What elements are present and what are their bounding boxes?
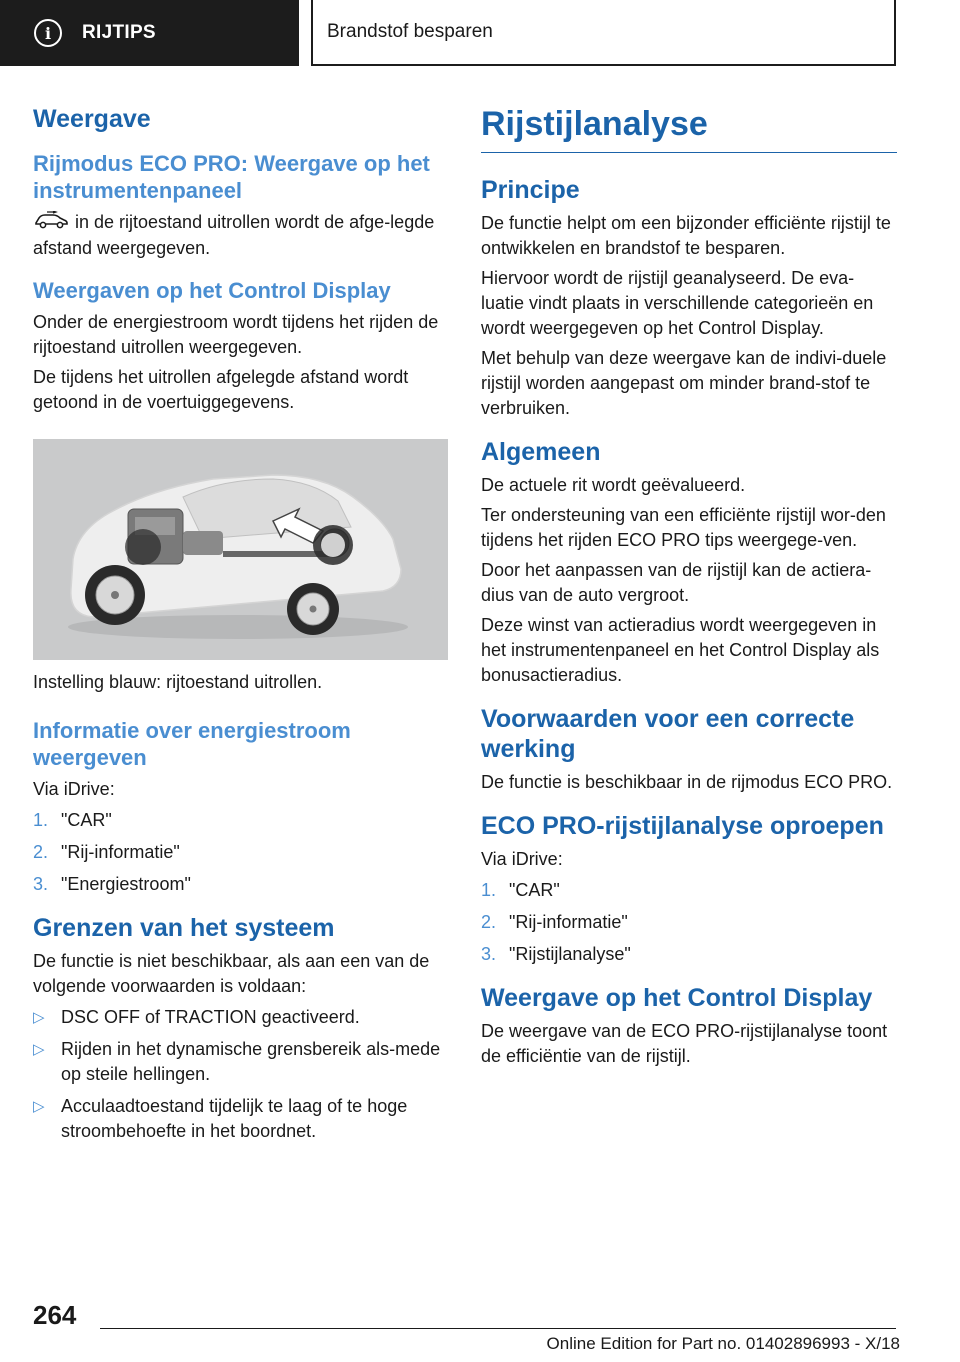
paragraph-principe-1: De functie helpt om een bijzonder efficiënte rijstijl te ontwikkelen en brandstof te besparen. (481, 213, 891, 258)
paragraph-algemeen-3: Door het aanpassen van de rijstijl kan de actiera-dius van de auto vergroot. (481, 560, 872, 605)
heading-principe: Principe (481, 176, 580, 204)
list-item: 1. "CAR" (33, 809, 112, 830)
list-item: 3. "Energiestroom" (33, 873, 191, 894)
heading-rijstijlanalyse: Rijstijlanalyse (481, 104, 897, 153)
paragraph-algemeen-2: Ter ondersteuning van een efficiënte rijstijl wor-den tijdens het rijden ECO PRO tips weergege-ven. (481, 505, 886, 550)
triangle-bullet-icon: ▷ (33, 1040, 45, 1058)
left-column (33, 100, 449, 1151)
paragraph-algemeen-4: Deze winst van actieradius wordt weergegeven in het instrumentenpaneel en het Control Display als bonusactieradius. (481, 615, 880, 685)
paragraph-algemeen-1: De actuele rit wordt geëvalueerd. (481, 475, 746, 495)
paragraph-principe-3: Met behulp van deze weergave kan de indivi-duele rijstijl worden aangepast om minder brand-stof te verbruiken. (481, 348, 887, 418)
paragraph-coasting (33, 210, 449, 261)
right-column (481, 100, 897, 1074)
list-item: 3. "Rijstijlanalyse" (481, 944, 631, 964)
list-item: ▷ DSC OFF of TRACTION geactiveerd. (33, 1005, 449, 1030)
heading-algemeen: Algemeen (481, 438, 601, 466)
paragraph-distance: De tijdens het uitrollen afgelegde afstand wordt getoond in de voertuiggegevens. (33, 366, 409, 412)
via-idrive-label: Via iDrive: (481, 849, 563, 869)
heading-voorwaarden: Voorwaarden voor een correcte werking (481, 705, 855, 763)
heading-weergave-control-display: Weergave op het Control Display (481, 984, 873, 1012)
section-tab (0, 0, 299, 66)
chapter-tab (311, 0, 896, 66)
coasting-text: in de rijtoestand uitrollen wordt de afge-legde afstand weergegeven. (33, 212, 435, 258)
paragraph-principe-2: Hiervoor wordt de rijstijl geanalyseerd. De eva-luatie vindt plaats in verschillende categorieën en wordt weergegeven op het Control Display. (481, 268, 874, 338)
heading-weergave: Weergave (33, 105, 151, 133)
paragraph-limits: De functie is niet beschikbaar, als aan een van de volgende voorwaarden is voldaan: (33, 950, 430, 996)
energy-flow-steps (33, 808, 449, 897)
car-drivetrain-illustration (33, 439, 448, 660)
analysis-steps (481, 878, 897, 967)
list-item: ▷ Acculaadtoestand tijdelijk te laag of te hoge stroombehoefte in het boordnet. (33, 1094, 449, 1144)
page-number: 264 (33, 1300, 77, 1330)
list-item: ▷ Rijden in het dynamische grensbereik als-mede op steile hellingen. (33, 1037, 449, 1087)
heading-system-limits: Grenzen van het systeem (33, 913, 335, 942)
edition-label: Online Edition for Part no. 01402896993 - X/18 (546, 1334, 900, 1353)
info-circle-icon: i (34, 19, 62, 47)
heading-control-display: Weergaven op het Control Display (33, 277, 391, 303)
paragraph-weergave-control-display: De weergave van de ECO PRO-rijstijlanalyse toont de efficiëntie van de rijstijl. (481, 1021, 888, 1066)
car-coasting-icon (33, 211, 69, 236)
heading-info-energy-flow: Informatie over energiestroom weergeven (33, 717, 351, 770)
section-label: RIJTIPS (82, 22, 156, 43)
figure-caption: Instelling blauw: rijtoestand uitrollen. (33, 671, 323, 692)
chapter-title: Brandstof besparen (327, 21, 493, 42)
list-item: 2. "Rij-informatie" (481, 912, 628, 932)
triangle-bullet-icon: ▷ (33, 1008, 45, 1026)
via-idrive-label: Via iDrive: (33, 778, 115, 799)
triangle-bullet-icon: ▷ (33, 1097, 45, 1115)
footer-divider (100, 1328, 896, 1329)
heading-eco-pro-display: Rijmodus ECO PRO: Weergave op het instrumentenpaneel (33, 151, 430, 203)
heading-oproepen: ECO PRO-rijstijlanalyse oproepen (481, 812, 884, 840)
paragraph-energy-flow: Onder de energiestroom wordt tijdens het rijden de rijtoestand uitrollen weergegeven. (33, 311, 439, 357)
list-item: 1. "CAR" (481, 880, 560, 900)
limits-list (33, 1005, 449, 1144)
paragraph-voorwaarden: De functie is beschikbaar in de rijmodus ECO PRO. (481, 772, 893, 792)
page-header (0, 0, 960, 66)
list-item: 2. "Rij-informatie" (33, 841, 180, 862)
